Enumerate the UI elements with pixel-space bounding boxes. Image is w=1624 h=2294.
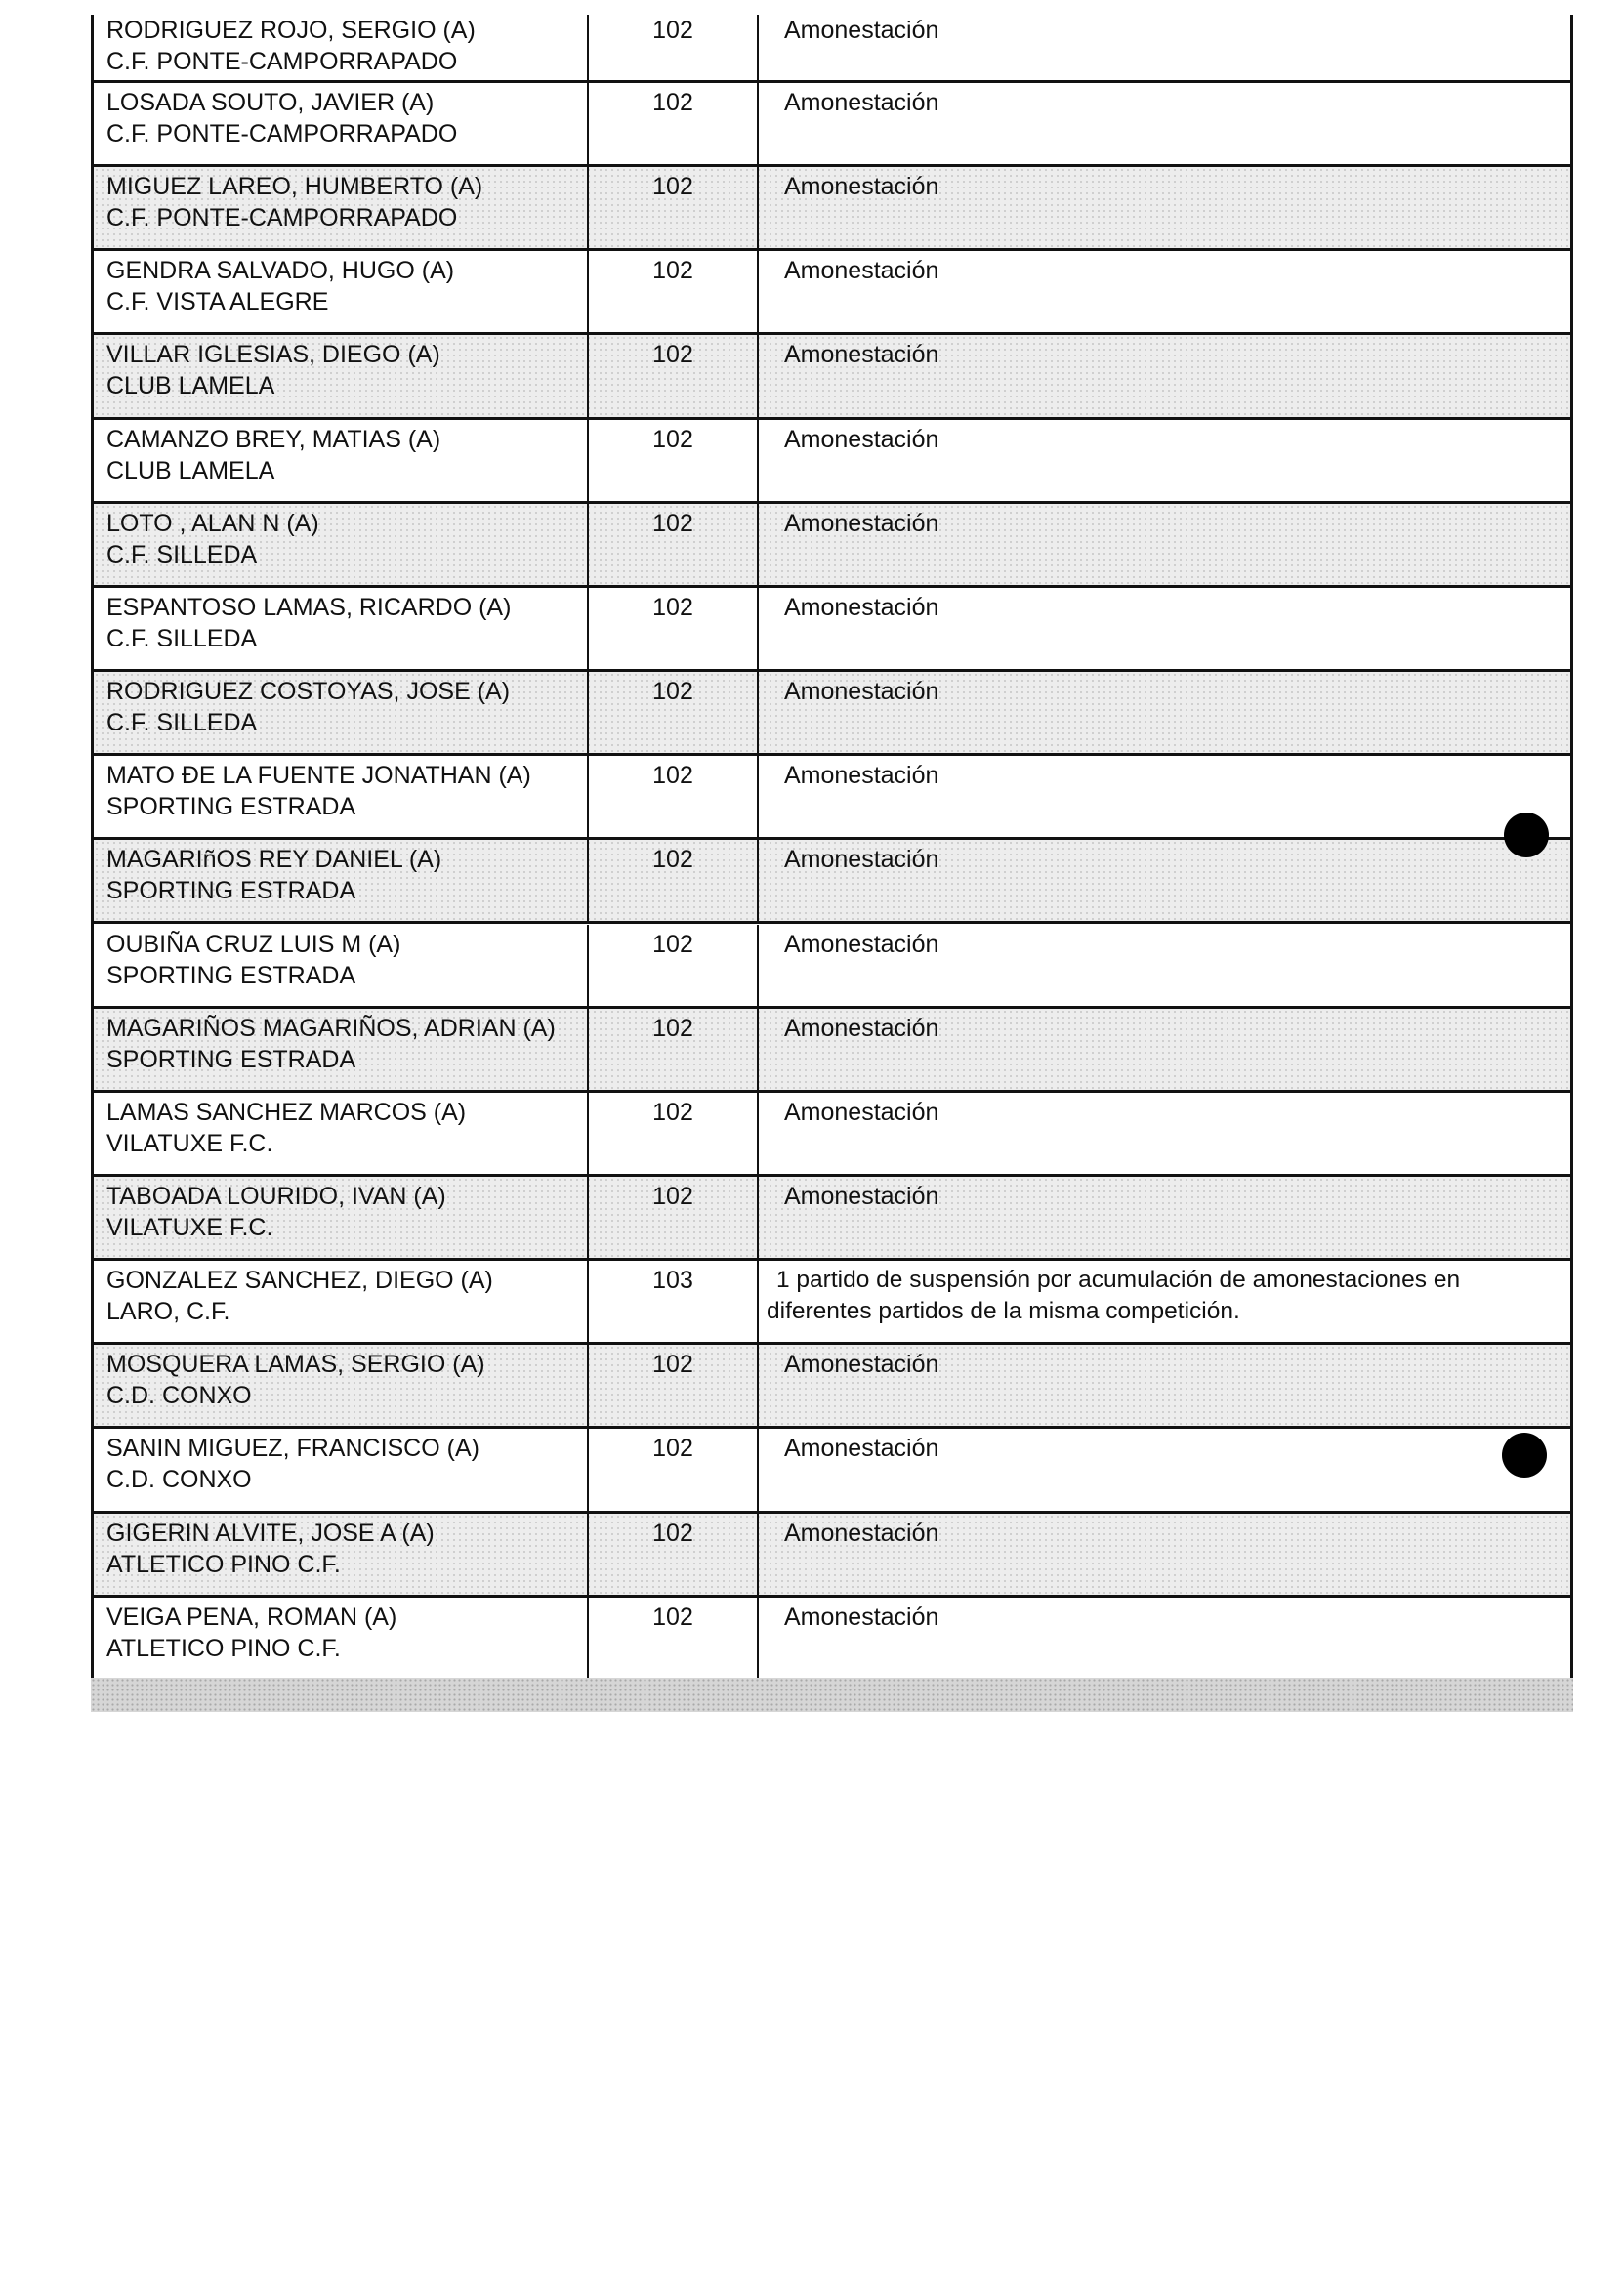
sanction-text: Amonestación: [784, 1435, 939, 1463]
sanctions-table: [91, 15, 1573, 1678]
sanction-cell: [757, 1514, 1570, 1595]
article-code: 102: [587, 251, 757, 332]
article-code: 102: [587, 672, 757, 753]
club-name: C.F. PONTE-CAMPORRAPADO: [106, 204, 458, 232]
table-row: [94, 1093, 1570, 1177]
table-row: [94, 1345, 1570, 1429]
punch-hole-icon: [1504, 813, 1549, 857]
article-code: 102: [587, 925, 757, 1006]
player-name: MIGUEZ LAREO, HUMBERTO (A): [106, 173, 483, 201]
club-name: VILATUXE F.C.: [106, 1129, 273, 1157]
table-footer-band: [91, 1678, 1573, 1712]
article-code: 102: [587, 1177, 757, 1258]
player-name: VEIGA PENA, ROMAN (A): [106, 1603, 397, 1631]
sanction-text: Amonestación: [784, 509, 939, 537]
table-row: [94, 1514, 1570, 1598]
table-row: [94, 420, 1570, 504]
sanction-cell: [757, 1429, 1570, 1510]
table-row: [94, 15, 1570, 83]
sanction-text: Amonestación: [784, 1519, 939, 1547]
sanction-cell: [757, 672, 1570, 753]
club-name: C.D. CONXO: [106, 1382, 252, 1410]
article-code: 102: [587, 1093, 757, 1174]
article-code: 102: [587, 167, 757, 248]
player-cell: [94, 1093, 587, 1174]
club-name: CLUB LAMELA: [106, 372, 275, 400]
article-code: 102: [587, 1345, 757, 1426]
sanction-cell: [757, 504, 1570, 585]
player-cell: [94, 167, 587, 248]
sanction-text: Amonestación: [784, 846, 939, 874]
player-cell: [94, 83, 587, 164]
sanction-text: Amonestación: [784, 173, 939, 201]
sanction-cell: [757, 167, 1570, 248]
player-cell: [94, 840, 587, 921]
sanction-text: Amonestación: [784, 930, 939, 958]
player-cell: [94, 1598, 587, 1679]
table-row: [94, 925, 1570, 1009]
club-name: C.F. VISTA ALEGRE: [106, 288, 329, 316]
article-code: 102: [587, 1009, 757, 1090]
sanction-cell: [757, 251, 1570, 332]
sanction-cell: [757, 1598, 1570, 1679]
sanction-cell: [757, 1345, 1570, 1426]
player-name: RODRIGUEZ ROJO, SERGIO (A): [106, 17, 476, 44]
player-cell: [94, 251, 587, 332]
table-row: [94, 83, 1570, 167]
club-name: SPORTING ESTRADA: [106, 793, 356, 821]
article-code: 102: [587, 840, 757, 921]
sanction-text: Amonestación: [784, 425, 939, 453]
player-cell: [94, 1261, 587, 1342]
player-name: MAGARIÑOS MAGARIÑOS, ADRIAN (A): [106, 1014, 556, 1042]
player-name: MOSQUERA LAMAS, SERGIO (A): [106, 1351, 485, 1379]
article-code: 102: [587, 756, 757, 837]
article-code: 103: [587, 1261, 757, 1342]
table-row: [94, 1429, 1570, 1513]
table-row: [94, 167, 1570, 251]
club-name: SPORTING ESTRADA: [106, 961, 356, 989]
article-code: 102: [587, 335, 757, 416]
sanction-cell: [757, 840, 1570, 921]
player-cell: [94, 504, 587, 585]
article-code: 102: [587, 83, 757, 164]
player-name: LOTO , ALAN N (A): [106, 509, 319, 537]
club-name: C.F. SILLEDA: [106, 624, 258, 652]
sanction-cell: [757, 756, 1570, 837]
player-cell: [94, 1177, 587, 1258]
club-name: ATLETICO PINO C.F.: [106, 1634, 341, 1662]
sanction-text: Amonestación: [784, 678, 939, 706]
club-name: ATLETICO PINO C.F.: [106, 1550, 341, 1578]
player-name: ESPANTOSO LAMAS, RICARDO (A): [106, 593, 512, 621]
sanction-cell: [757, 15, 1570, 80]
sanction-cell: [757, 1009, 1570, 1090]
table-row: [94, 672, 1570, 756]
sanction-text-line2: diferentes partidos de la misma competición.: [767, 1298, 1240, 1325]
club-name: SPORTING ESTRADA: [106, 1045, 356, 1073]
sanction-cell: [757, 420, 1570, 501]
article-code: 102: [587, 588, 757, 669]
sanction-cell: [757, 1093, 1570, 1174]
article-code: 102: [587, 504, 757, 585]
player-name: MAGARIñOS REY DANIEL (A): [106, 846, 442, 874]
sanction-text: 1 partido de suspensión por acumulación de amonestaciones en: [776, 1267, 1461, 1294]
table-row: [94, 756, 1570, 840]
sanction-cell: [757, 588, 1570, 669]
player-cell: [94, 15, 587, 80]
player-name: LOSADA SOUTO, JAVIER (A): [106, 89, 435, 116]
table-row: [94, 1177, 1570, 1261]
club-name: VILATUXE F.C.: [106, 1213, 273, 1241]
club-name: SPORTING ESTRADA: [106, 877, 356, 905]
sanction-text: Amonestación: [784, 17, 939, 44]
article-code: 102: [587, 1429, 757, 1510]
sanction-cell: [757, 1261, 1570, 1342]
club-name: C.F. SILLEDA: [106, 709, 258, 737]
player-cell: [94, 1514, 587, 1595]
punch-hole-icon: [1502, 1433, 1547, 1478]
table-row: [94, 1261, 1570, 1345]
player-name: LAMAS SANCHEZ MARCOS (A): [106, 1098, 467, 1126]
player-cell: [94, 588, 587, 669]
club-name: C.F. PONTE-CAMPORRAPADO: [106, 48, 458, 75]
sanction-text: Amonestación: [784, 257, 939, 285]
player-name: CAMANZO BREY, MATIAS (A): [106, 425, 441, 453]
player-cell: [94, 420, 587, 501]
player-cell: [94, 925, 587, 1006]
club-name: C.D. CONXO: [106, 1466, 252, 1494]
player-cell: [94, 1345, 587, 1426]
sanction-cell: [757, 1177, 1570, 1258]
sanction-text: Amonestación: [784, 1098, 939, 1126]
table-row: [94, 1009, 1570, 1093]
table-row: [94, 840, 1570, 924]
article-code: 102: [587, 1514, 757, 1595]
sanction-text: Amonestación: [784, 1182, 939, 1210]
player-cell: [94, 335, 587, 416]
player-name: OUBIÑA CRUZ LUIS M (A): [106, 930, 401, 958]
club-name: CLUB LAMELA: [106, 456, 275, 484]
table-row: [94, 1598, 1570, 1682]
sanction-text: Amonestación: [784, 1014, 939, 1042]
sanction-text: Amonestación: [784, 1351, 939, 1379]
player-name: VILLAR IGLESIAS, DIEGO (A): [106, 341, 440, 369]
player-name: MATO ĐE LA FUENTE JONATHAN (A): [106, 762, 531, 790]
article-code: 102: [587, 1598, 757, 1679]
article-code: 102: [587, 420, 757, 501]
player-cell: [94, 672, 587, 753]
player-name: GONZALEZ SANCHEZ, DIEGO (A): [106, 1267, 493, 1295]
table-row: [94, 251, 1570, 335]
player-name: TABOADA LOURIDO, IVAN (A): [106, 1182, 446, 1210]
club-name: LARO, C.F.: [106, 1298, 230, 1326]
sanction-text: Amonestación: [784, 762, 939, 790]
sanction-text: Amonestación: [784, 593, 939, 621]
player-cell: [94, 1429, 587, 1510]
sanction-cell: [757, 83, 1570, 164]
player-name: RODRIGUEZ COSTOYAS, JOSE (A): [106, 678, 511, 706]
table-row: [94, 335, 1570, 419]
sanction-text: Amonestación: [784, 341, 939, 369]
table-row: [94, 504, 1570, 588]
player-name: GIGERIN ALVITE, JOSE A (A): [106, 1519, 435, 1547]
sanction-cell: [757, 925, 1570, 1006]
player-name: SANIN MIGUEZ, FRANCISCO (A): [106, 1435, 479, 1463]
player-cell: [94, 1009, 587, 1090]
article-code: 102: [587, 15, 757, 80]
club-name: C.F. SILLEDA: [106, 540, 258, 568]
player-cell: [94, 756, 587, 837]
sanction-text: Amonestación: [784, 89, 939, 116]
player-name: GENDRA SALVADO, HUGO (A): [106, 257, 455, 285]
club-name: C.F. PONTE-CAMPORRAPADO: [106, 120, 458, 147]
sanction-text: Amonestación: [784, 1603, 939, 1631]
table-row: [94, 588, 1570, 672]
sanction-cell: [757, 335, 1570, 416]
